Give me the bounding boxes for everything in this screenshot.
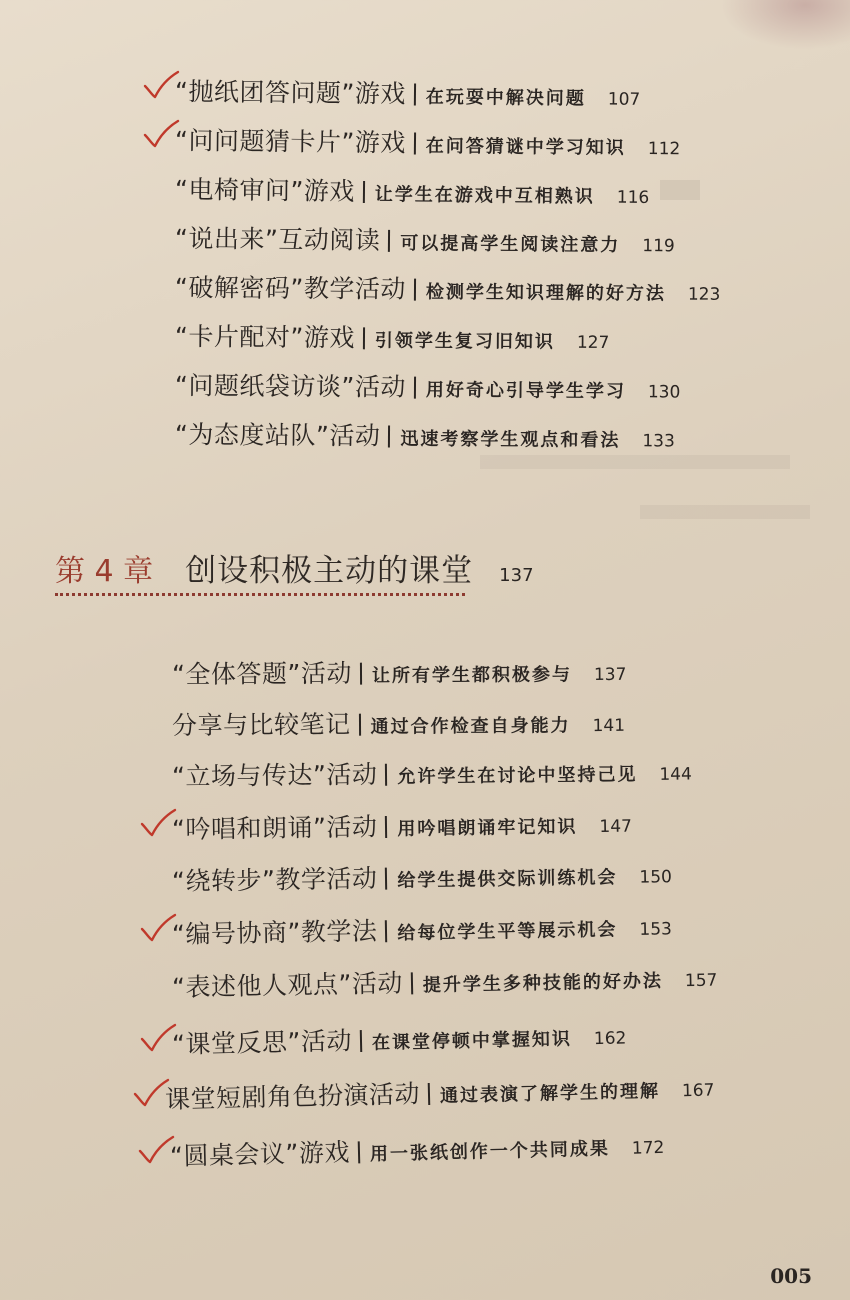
toc-entry-title: “电椅审问”游戏	[174, 175, 356, 206]
toc-entry[interactable]	[175, 366, 681, 406]
toc-entry-description: 在玩耍中解决问题	[425, 86, 586, 110]
toc-entry-page-number: 107	[607, 89, 641, 110]
toc-entry-title: “表述他人观点”活动	[171, 968, 404, 1002]
chapter-title: 创设积极主动的课堂	[185, 553, 474, 589]
toc-entry-description: 给学生提供交际训练机会	[397, 867, 618, 892]
toc-entry-page-number: 133	[642, 431, 675, 452]
handwritten-check-mark-icon	[143, 119, 179, 149]
toc-entry-title: “问题纸袋访谈”活动	[174, 371, 406, 402]
toc-entry-page-number: 144	[659, 764, 692, 785]
toc-entry-title: “绕转步”教学活动	[171, 863, 378, 896]
toc-entry[interactable]	[175, 415, 675, 454]
page-folio: 005	[770, 1264, 812, 1288]
toc-entry[interactable]	[175, 121, 681, 162]
toc-entry[interactable]	[172, 703, 625, 742]
toc-entry-page-number: 119	[642, 236, 675, 257]
toc-entry-separator	[388, 230, 390, 252]
toc-entry-title: “破解密码”教学活动	[174, 273, 406, 304]
bleed-through-ghost	[480, 455, 790, 469]
toc-entry-description: 可以提高学生阅读注意力	[400, 232, 621, 256]
toc-entry-page-number: 172	[631, 1137, 665, 1159]
toc-entry-page-number: 153	[639, 919, 673, 940]
toc-entry-description: 用好奇心引导学生学习	[425, 379, 626, 403]
chapter-heading[interactable]	[55, 545, 534, 590]
toc-entry-description: 给每位学生平等展示机会	[397, 919, 618, 945]
toc-entry-title: “卡片配对”游戏	[174, 322, 355, 353]
bleed-through-ghost	[660, 180, 700, 200]
chapter-number: 第 4 章	[55, 554, 154, 589]
toc-entry-page-number: 147	[599, 816, 633, 838]
toc-entry-title: “立场与传达”活动	[171, 759, 378, 791]
toc-entry-separator	[414, 279, 416, 301]
toc-entry-separator	[414, 84, 416, 106]
toc-entry-title: 课堂短剧角色扮演活动	[164, 1079, 421, 1114]
toc-entry-description: 允许学生在讨论中坚持己见	[397, 764, 638, 788]
toc-entry-separator	[358, 714, 360, 736]
toc-entry-title: “问问题猜卡片”游戏	[174, 126, 407, 158]
toc-entry-separator	[358, 1141, 361, 1163]
toc-entry[interactable]	[175, 268, 721, 308]
toc-entry-separator	[385, 868, 387, 890]
toc-entry-page-number: 123	[687, 284, 721, 305]
toc-entry[interactable]	[170, 1125, 665, 1173]
toc-entry-separator	[388, 425, 390, 447]
toc-entry[interactable]	[175, 219, 675, 259]
toc-entry-page-number: 157	[684, 970, 718, 992]
toc-entry[interactable]	[175, 170, 650, 211]
toc-entry-separator	[385, 816, 387, 838]
toc-entry-title: “圆桌会议”游戏	[169, 1137, 351, 1171]
toc-entry-separator	[411, 972, 413, 994]
toc-entry-page-number: 116	[616, 187, 650, 208]
toc-entry[interactable]	[172, 1015, 627, 1061]
toc-entry-title: “全体答题”活动	[171, 658, 353, 689]
toc-entry-description: 用吟唱朗诵牢记知识	[397, 816, 578, 840]
toc-entry-page-number: 150	[639, 867, 673, 888]
toc-entry[interactable]	[172, 752, 692, 793]
toc-entry-separator	[414, 377, 416, 399]
toc-entry[interactable]	[172, 652, 627, 691]
toc-entry-title: 分享与比较笔记	[171, 709, 351, 740]
handwritten-check-mark-icon	[133, 1078, 169, 1108]
toc-entry-separator	[385, 920, 387, 942]
bleed-through-ghost	[640, 505, 810, 519]
toc-entry-page-number: 127	[576, 332, 610, 354]
toc-entry[interactable]	[172, 854, 672, 898]
handwritten-check-mark-icon	[140, 1023, 176, 1053]
handwritten-check-mark-icon	[143, 70, 179, 100]
toc-entry-description: 用一张纸创作一个共同成果	[369, 1138, 611, 1166]
toc-entry-page-number: 167	[681, 1080, 715, 1102]
toc-entry-separator	[414, 133, 416, 155]
toc-entry[interactable]	[175, 317, 610, 356]
toc-entry-title: “为态度站队”活动	[174, 420, 381, 451]
toc-entry-title: “抛纸团答问题”游戏	[174, 77, 407, 109]
toc-entry[interactable]	[172, 958, 718, 1004]
toc-entry-page-number: 141	[592, 715, 626, 737]
page-corner-shadow	[720, 0, 850, 50]
toc-entry[interactable]	[172, 804, 632, 846]
handwritten-check-mark-icon	[138, 1135, 174, 1165]
toc-entry-page-number: 112	[647, 138, 681, 160]
toc-entry-separator	[363, 327, 365, 349]
toc-entry-page-number: 137	[593, 664, 627, 686]
toc-entry[interactable]	[165, 1068, 715, 1116]
toc-entry-description: 提升学生多种技能的好办法	[422, 970, 664, 997]
toc-entry-description: 在问答猜谜中学习知识	[425, 135, 626, 159]
toc-entry-description: 让学生在游戏中互相熟识	[374, 184, 595, 208]
toc-entry-separator	[428, 1083, 430, 1105]
toc-entry-description: 引领学生复习旧知识	[374, 330, 555, 353]
toc-entry-title: “课堂反思”活动	[171, 1026, 353, 1059]
handwritten-check-mark-icon	[140, 808, 176, 838]
toc-entry-description: 通过表演了解学生的理解	[439, 1080, 661, 1107]
handwritten-check-mark-icon	[140, 913, 176, 943]
toc-entry-separator	[360, 663, 362, 685]
toc-entry-separator	[360, 1030, 362, 1052]
toc-entry-title: “说出来”互动阅读	[174, 224, 381, 255]
toc-entry-title: “编号协商”教学法	[171, 916, 378, 949]
toc-entry-description: 在课堂停顿中掌握知识	[371, 1028, 573, 1054]
toc-entry-title: “吟唱和朗诵”活动	[171, 812, 378, 844]
chapter-page-number: 137	[499, 565, 534, 586]
chapter-dotted-underline	[55, 593, 465, 596]
toc-entry[interactable]	[172, 906, 672, 951]
toc-entry-page-number: 162	[593, 1028, 627, 1050]
toc-entry[interactable]	[175, 72, 641, 113]
toc-entry-description: 让所有学生都积极参与	[371, 664, 573, 687]
toc-entry-separator	[363, 181, 365, 203]
toc-entry-description: 通过合作检查自身能力	[370, 715, 571, 738]
toc-entry-page-number: 130	[647, 382, 681, 403]
toc-entry-description: 迅速考察学生观点和看法	[400, 428, 621, 452]
toc-entry-separator	[385, 764, 387, 786]
toc-entry-description: 检测学生知识理解的好方法	[425, 281, 666, 305]
